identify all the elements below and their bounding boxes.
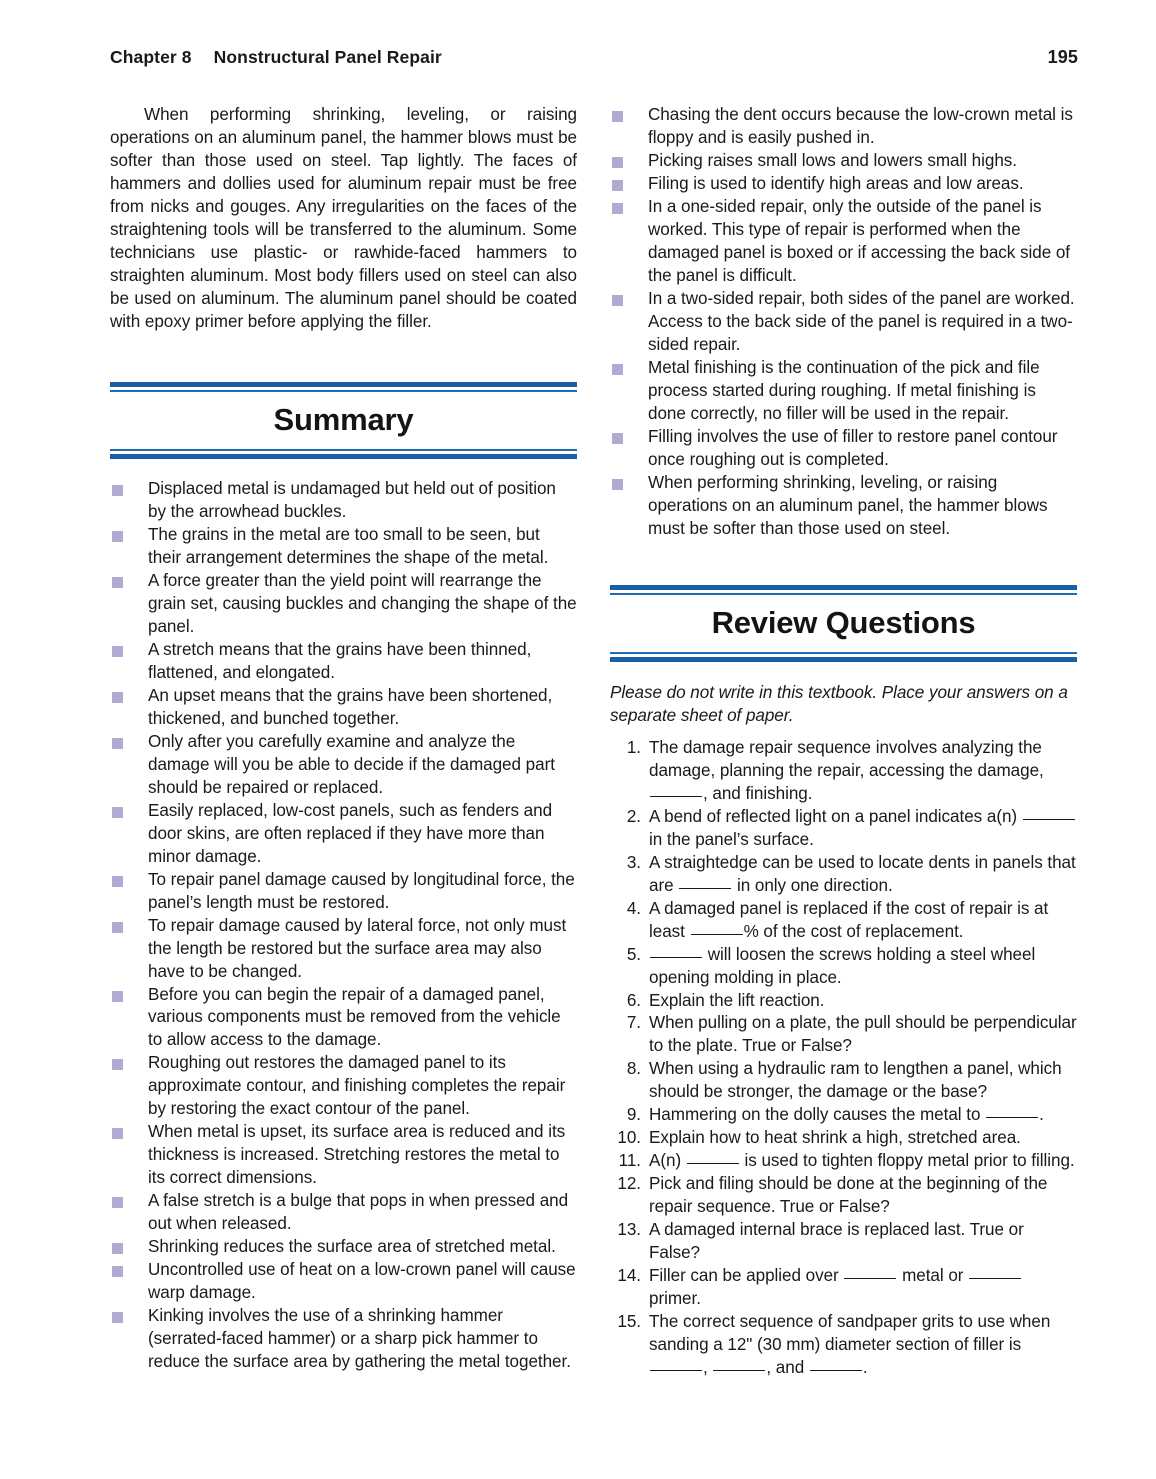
bullet-square-icon [112, 1266, 123, 1277]
summary-bullet-item [110, 478, 577, 524]
question-number: 14. [617, 1266, 641, 1286]
bullet-square-icon [612, 479, 623, 490]
running-head [110, 47, 1078, 68]
summary-bullet-text: In a one-sided repair, only the outside of the panel is worked. This type of repair is performed when the damaged panel is boxed or if accessing the back side of the panel is difficult. [648, 196, 1071, 285]
summary-bullet-text: To repair damage caused by lateral force, not only must the length be restored but the surface area may also have to be changed. [148, 915, 567, 981]
review-question-list [610, 737, 1077, 1381]
summary-bullet-text: Displaced metal is undamaged but held out of position by the arrowhead buckles. [148, 478, 556, 521]
summary-bullet-text: Filling involves the use of filler to restore panel contour once roughing out is completed. [648, 426, 1058, 469]
summary-bullet-text: A false stretch is a bulge that pops in when pressed and out when released. [148, 1191, 569, 1234]
summary-bullet-item [110, 984, 577, 1053]
two-column-body [110, 104, 1078, 1380]
summary-bullet-item [110, 1052, 577, 1121]
answer-blank [1023, 819, 1075, 820]
summary-bullet-item [110, 1121, 577, 1190]
review-questions-section-head [610, 585, 1077, 662]
review-rule-bottom [610, 652, 1077, 662]
summary-bullet-text: A stretch means that the grains have been thinned, flattened, and elongated. [148, 639, 532, 682]
summary-bullet-text: Easily replaced, low-cost panels, such as fenders and door skins, are often replaced if they have more than minor damage. [148, 800, 553, 866]
bullet-square-icon [112, 692, 123, 703]
question-text: The correct sequence of sandpaper grits to use when sanding a 12" (30 mm) diameter section of filler is , , and . [649, 1312, 1051, 1378]
question-text: Hammering on the dolly causes the metal to . [649, 1105, 1044, 1125]
right-column [610, 104, 1077, 1380]
summary-bullet-item [610, 357, 1077, 426]
review-questions-heading: Review Questions [711, 604, 976, 640]
question-text: The damage repair sequence involves analyzing the damage, planning the repair, accessing the damage, , and finishing. [649, 737, 1044, 803]
bullet-square-icon [612, 295, 623, 306]
question-text: will loosen the screws holding a steel wheel opening molding in place. [649, 944, 1036, 987]
bullet-square-icon [112, 738, 123, 749]
chapter-title: Nonstructural Panel Repair [213, 47, 442, 67]
answer-blank [650, 1370, 702, 1371]
review-rule-top [610, 585, 1077, 595]
summary-bullet-text: Uncontrolled use of heat on a low-crown panel will cause warp damage. [148, 1260, 576, 1303]
answer-blank [650, 796, 702, 797]
bullet-square-icon [612, 111, 623, 122]
summary-bullet-text: Picking raises small lows and lowers small highs. [648, 150, 1017, 170]
bullet-square-icon [112, 1059, 123, 1070]
bullet-square-icon [112, 876, 123, 887]
summary-bullet-text: When metal is upset, its surface area is reduced and its thickness is increased. Stretching restores the metal to its correct dimensions. [148, 1122, 566, 1188]
summary-bullet-item [110, 1236, 577, 1259]
summary-bullet-text: Chasing the dent occurs because the low-crown metal is floppy and is easily pushed in. [648, 105, 1073, 147]
review-question-item [610, 944, 1077, 990]
page-number: 195 [1047, 47, 1078, 67]
bullet-square-icon [112, 646, 123, 657]
summary-bullet-item [610, 288, 1077, 357]
answer-blank [810, 1370, 862, 1371]
answer-blank [713, 1370, 765, 1371]
summary-rule-bottom [110, 449, 577, 459]
review-question-item [610, 737, 1077, 806]
bullet-square-icon [112, 1128, 123, 1139]
summary-bullet-item [110, 639, 577, 685]
question-number: 2. [626, 806, 641, 826]
summary-bullet-text: Before you can begin the repair of a damaged panel, various components must be removed from the vehicle to allow access to the damage. [148, 984, 561, 1050]
review-question-item [610, 1012, 1077, 1058]
question-text: Pick and filing should be done at the beginning of the repair sequence. True or False? [649, 1174, 1048, 1217]
question-number: 11. [618, 1151, 641, 1171]
answer-blank [844, 1278, 896, 1279]
summary-section-head [110, 382, 577, 459]
summary-bullet-item [110, 1305, 577, 1374]
question-number: 9. [626, 1105, 641, 1125]
bullet-square-icon [612, 203, 623, 214]
intro-paragraph: When performing shrinking, leveling, or raising operations on an aluminum panel, the hammer blows must be softer than those used on steel. Tap lightly. The faces of hammers and dollies used for aluminum repair must be free from nicks and gouges. Any irregularities on the faces of the straightening tools will be transferred to the aluminum. Some technicians use plastic- or rawhide-faced hammers to straighten aluminum. Most body fillers used on steel can also be used on aluminum. The aluminum panel should be coated with epoxy primer before applying the filler. [110, 105, 577, 331]
summary-bullet-item [610, 173, 1077, 196]
question-text: Explain the lift reaction. [649, 990, 825, 1010]
question-number: 7. [626, 1013, 641, 1033]
review-question-item [610, 852, 1077, 898]
chapter-label: Chapter 8 [110, 47, 192, 67]
question-text: When pulling on a plate, the pull should be perpendicular to the plate. True or False? [649, 1013, 1077, 1056]
answer-blank [687, 1163, 739, 1164]
question-number: 4. [626, 898, 641, 918]
bullet-square-icon [112, 922, 123, 933]
question-number: 1. [626, 737, 641, 757]
question-text: A(n) is used to tighten floppy metal prior to filling. [649, 1151, 1075, 1171]
question-number: 15. [617, 1312, 641, 1332]
summary-bullet-item [610, 196, 1077, 288]
summary-bullet-text: The grains in the metal are too small to be seen, but their arrangement determines the shape of the metal. [148, 524, 549, 567]
review-question-item [610, 1104, 1077, 1127]
summary-bullet-list-continued [610, 104, 1077, 541]
question-number: 12. [617, 1174, 641, 1194]
bullet-square-icon [112, 577, 123, 588]
answer-blank [986, 1117, 1038, 1118]
summary-bullet-text: Roughing out restores the damaged panel to its approximate contour, and finishing completes the repair by restoring the exact contour of the panel. [148, 1053, 566, 1119]
bullet-square-icon [112, 531, 123, 542]
question-number: 8. [626, 1059, 641, 1079]
answer-blank [679, 888, 731, 889]
bullet-square-icon [112, 1243, 123, 1254]
summary-bullet-text: Shrinking reduces the surface area of stretched metal. [148, 1237, 556, 1257]
summary-bullet-text: Filing is used to identify high areas and low areas. [648, 173, 1024, 193]
summary-bullet-text: A force greater than the yield point will rearrange the grain set, causing buckles and changing the shape of the panel. [148, 570, 577, 636]
question-number: 6. [626, 990, 641, 1010]
summary-bullet-text: In a two-sided repair, both sides of the panel are worked. Access to the back side of the panel is required in a two-sided repair. [648, 288, 1075, 354]
answer-blank [691, 934, 743, 935]
question-text: A straightedge can be used to locate dents in panels that are in only one direction. [649, 852, 1076, 895]
summary-bullet-item [110, 1259, 577, 1305]
review-question-item [610, 990, 1077, 1013]
question-number: 5. [626, 944, 641, 964]
summary-heading: Summary [273, 401, 414, 437]
left-column [110, 104, 577, 1380]
question-text: A damaged panel is replaced if the cost of repair is at least % of the cost of replacement. [649, 898, 1049, 941]
summary-bullet-item [110, 570, 577, 639]
summary-bullet-item [610, 426, 1077, 472]
bullet-square-icon [612, 180, 623, 191]
summary-bullet-list [110, 478, 577, 1374]
question-text: A damaged internal brace is replaced last. True or False? [649, 1220, 1024, 1263]
summary-bullet-item [610, 150, 1077, 173]
review-question-item [610, 898, 1077, 944]
review-question-item [610, 806, 1077, 852]
summary-bullet-item [110, 731, 577, 800]
review-question-item [610, 1265, 1077, 1311]
question-text: Filler can be applied over metal or primer. [649, 1266, 1022, 1308]
summary-bullet-text: Metal finishing is the continuation of the pick and file process started during roughing. If metal finishing is done correctly, no filler will be used in the repair. [648, 357, 1040, 423]
answer-blank [650, 957, 702, 958]
review-question-item [610, 1311, 1077, 1380]
review-question-item [610, 1058, 1077, 1104]
question-number: 3. [626, 852, 641, 872]
bullet-square-icon [112, 991, 123, 1002]
summary-bullet-text: An upset means that the grains have been shortened, thickened, and bunched together. [148, 685, 553, 728]
summary-bullet-item [110, 915, 577, 984]
bullet-square-icon [612, 157, 623, 168]
bullet-square-icon [612, 433, 623, 444]
bullet-square-icon [612, 364, 623, 375]
bullet-square-icon [112, 807, 123, 818]
summary-bullet-item [110, 1190, 577, 1236]
review-instructions: Please do not write in this textbook. Place your answers on a separate sheet of paper. [610, 682, 1068, 725]
answer-blank [969, 1278, 1021, 1279]
summary-bullet-item [110, 685, 577, 731]
summary-bullet-text: When performing shrinking, leveling, or raising operations on an aluminum panel, the hammer blows must be softer than those used on steel. [648, 472, 1048, 538]
rule-thick-bar [610, 657, 1077, 662]
rule-thick-bar [110, 454, 577, 459]
question-text: Explain how to heat shrink a high, stretched area. [649, 1128, 1021, 1148]
summary-bullet-text: To repair panel damage caused by longitudinal force, the panel’s length must be restored. [148, 869, 575, 912]
summary-bullet-item [610, 104, 1077, 150]
bullet-square-icon [112, 1197, 123, 1208]
question-number: 13. [617, 1220, 641, 1240]
summary-bullet-item [110, 524, 577, 570]
summary-bullet-text: Only after you carefully examine and analyze the damage will you be able to decide if the damaged part should be repaired or replaced. [148, 731, 555, 797]
question-text: A bend of reflected light on a panel indicates a(n) in the panel’s surface. [649, 807, 1076, 849]
question-text: When using a hydraulic ram to lengthen a panel, which should be stronger, the damage or the base? [649, 1059, 1062, 1102]
question-number: 10. [617, 1128, 641, 1148]
summary-bullet-item [610, 472, 1077, 541]
summary-bullet-item [110, 800, 577, 869]
review-question-item [610, 1219, 1077, 1265]
summary-rule-top [110, 382, 577, 392]
bullet-square-icon [112, 485, 123, 496]
running-head-left [110, 47, 442, 68]
bullet-square-icon [112, 1312, 123, 1323]
review-question-item [610, 1150, 1077, 1173]
summary-bullet-item [110, 869, 577, 915]
review-question-item [610, 1127, 1077, 1150]
summary-bullet-text: Kinking involves the use of a shrinking hammer (serrated-faced hammer) or a sharp pick hammer to reduce the surface area by gathering the metal together. [148, 1306, 571, 1372]
review-question-item [610, 1173, 1077, 1219]
